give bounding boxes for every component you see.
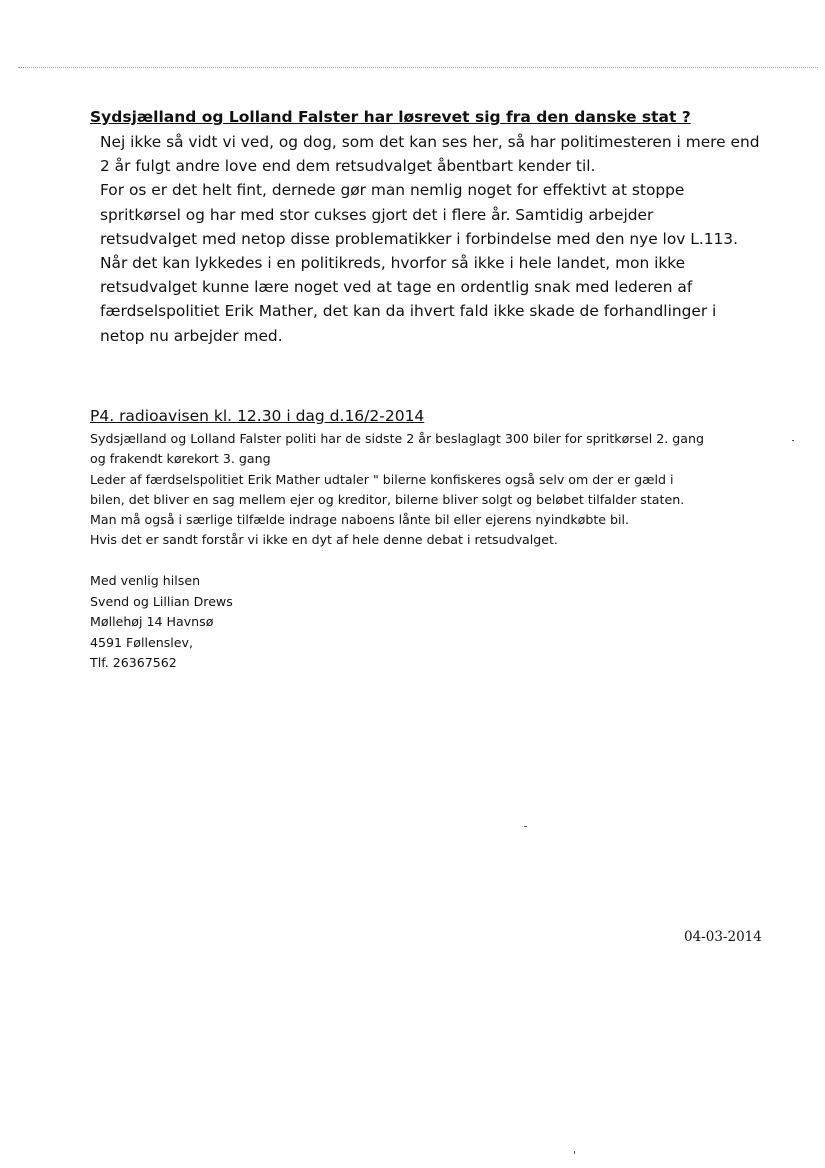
radio-news-body: [90, 429, 790, 551]
radio-line: Hvis det er sandt forstår vi ikke en dyt af hele denne debat i retsudvalget.: [90, 532, 558, 548]
letter-paragraph: [100, 130, 790, 348]
paragraph-line: Når det kan lykkedes i en politikreds, hvorfor så ikke i hele landet, mon ikke: [100, 254, 686, 273]
signature-block: [90, 571, 490, 674]
radio-line: og frakendt kørekort 3. gang: [90, 451, 271, 467]
paragraph-line: færdselspolitiet Erik Mather, det kan da ihvert fald ikke skade de forhandlinger i: [100, 302, 717, 321]
paragraph-line: retsudvalget med netop disse problematikker i forbindelse med den nye lov L.113.: [100, 229, 738, 248]
paragraph-line: retsudvalget kunne lære noget ved at tage en ordentlig snak med lederen af: [100, 278, 693, 297]
scan-speck: [574, 1151, 575, 1154]
signature-line: Svend og Lillian Drews: [90, 593, 233, 609]
paragraph-line: For os er det helt fint, dernede gør man nemlig noget for effektivt at stoppe: [100, 181, 685, 200]
signature-line: Tlf. 26367562: [90, 655, 177, 670]
scan-speck: [792, 440, 794, 441]
scan-edge-line: [18, 67, 818, 68]
radio-line: Man må også i særlige tilfælde indrage naboens lånte bil eller ejerens nyindkøbte bil.: [90, 512, 630, 528]
paragraph-line: 2 år fulgt andre love end dem retsudvalget åbentbart kender til.: [100, 157, 596, 176]
radio-line: Leder af færdselspolitiet Erik Mather udtaler " bilerne konfiskeres også selv om der er gæld i: [90, 471, 674, 487]
signature-line: Møllehøj 14 Havnsø: [90, 614, 214, 629]
signature-line: Med venlig hilsen: [90, 573, 201, 588]
paragraph-line: Nej ikke så vidt vi ved, og dog, som det kan ses her, så har politimesteren i mere end: [100, 133, 760, 151]
paragraph-line: netop nu arbejder med.: [100, 326, 283, 345]
signature-line: 4591 Føllenslev,: [90, 634, 193, 650]
paragraph-line: spritkørsel og har med stor cukses gjort det i flere år. Samtidig arbejder: [100, 205, 654, 224]
document-date: 04-03-2014: [684, 929, 762, 945]
letter-title: Sydsjælland og Lolland Falster har løsrevet sig fra den danske stat ?: [90, 108, 691, 126]
radio-line: bilen, det bliver en sag mellem ejer og kreditor, bilerne bliver solgt og beløbet tilfalder staten.: [90, 491, 685, 507]
scan-speck: [524, 826, 527, 827]
radio-line: Sydsjælland og Lolland Falster politi har de sidste 2 år beslaglagt 300 biler for spritkørsel 2. gang: [90, 431, 704, 446]
radio-news-title: P4. radioavisen kl. 12.30 i dag d.16/2-2014: [90, 407, 425, 425]
